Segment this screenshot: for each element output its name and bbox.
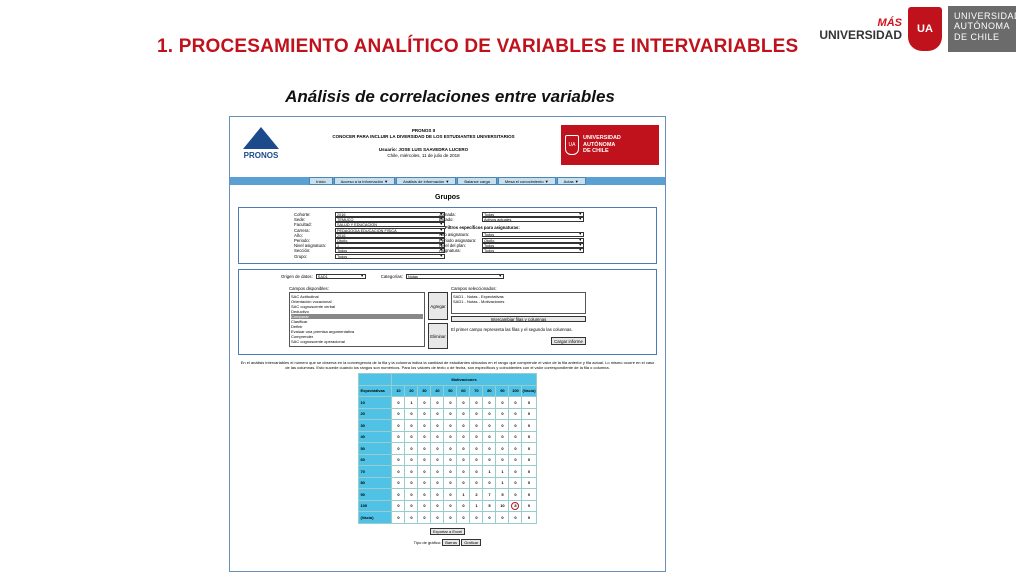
filter-row [439,217,584,222]
col-header: 10 [392,385,405,397]
matrix-cell: 0 [470,408,483,420]
row-header: 90 [359,489,392,501]
matrix-cell: 0 [496,397,509,409]
matrix-cell: 0 [444,431,457,443]
user-name: Usuario: JOSE LUIS SAAVEDRA LUCERO [378,146,469,152]
field-option[interactable]: Deductivo [291,309,309,314]
matrix-cell: 0 [496,443,509,455]
matrix-cell: 0 [522,431,536,443]
matrix-cell: 0 [405,489,418,501]
matrix-cell: 0 [457,466,470,478]
matrix-cell: 0 [496,408,509,420]
correlation-matrix [358,373,536,524]
row-header: 80 [359,477,392,489]
matrix-cell: 0 [405,512,418,524]
ua-banner [555,117,665,177]
selected-field-option[interactable]: SAD1 - Notas - Expectativas [453,294,504,299]
col-header: 70 [470,385,483,397]
matrix-cell: 0 [392,512,405,524]
matrix-cell: 0 [522,489,536,501]
filter-label: Periodo asignatura: [439,237,477,243]
export-excel-button[interactable]: Exportar a Excel [430,528,465,535]
filter-select[interactable]: Todos ▼ [482,243,584,248]
app-name: PRONOS II [411,128,436,133]
matrix-row [359,454,536,466]
filter-select[interactable]: SALUD Y EDUCACION ▼ [335,222,445,227]
filter-label: Estado: [439,217,454,223]
matrix-cell: 0 [392,408,405,420]
matrix-cell: 0 [405,466,418,478]
filter-label: Nivel asignatura: [294,243,327,249]
row-header: 60 [359,454,392,466]
universidad-text: UNIVERSIDAD [819,27,902,42]
matrix-cell: 0 [509,431,522,443]
row-group-header: Expectativas [359,385,392,397]
matrix-cell: 0 [392,466,405,478]
filter-row [439,248,584,253]
filter-label: Asignatura: [439,248,461,253]
matrix-cell: 0 [405,454,418,466]
matrix-cell: 0 [392,431,405,443]
matrix-cell: 0 [470,397,483,409]
matrix-cell: 0 [470,477,483,489]
matrix-cell: 0 [483,477,496,489]
col-header: 40 [431,385,444,397]
matrix-cell: 0 [405,420,418,432]
row-header: 30 [359,420,392,432]
matrix-cell: 10 [496,500,509,512]
ua-shield-icon: UA [565,135,579,155]
col-header: (Vacío) [522,385,536,397]
swap-button[interactable]: Intercambiar filas y columnas [451,316,586,322]
ua-banner-line: UNIVERSIDAD [583,135,621,142]
col-header: 100 [509,385,522,397]
matrix-cell: 0 [457,500,470,512]
matrix-cell: 0 [470,431,483,443]
matrix-cell: 0 [522,408,536,420]
matrix-cell: 0 [457,454,470,466]
filter-select[interactable]: Otoño ▼ [335,238,445,243]
ua-name-box [948,6,1022,52]
matrix-cell: 0 [483,443,496,455]
row-header: 10 [359,397,392,409]
row-header: 70 [359,466,392,478]
filter-label: Grupo: [294,253,308,259]
matrix-cell: 7 [483,489,496,501]
filter-select[interactable]: 1 ▼ [335,243,445,248]
filter-select[interactable]: Todos ▼ [482,248,584,253]
app-header [230,117,665,177]
field-option[interactable]: SAC cognoscente verbal [291,304,336,309]
page-heading: Grupos [435,194,460,201]
slide-title: 1. PROCESAMIENTO ANALÍTICO DE VARIABLES E INTERVARIABLES [157,36,799,57]
filter-select[interactable]: Todos ▼ [335,248,445,253]
matrix-cell: 0 [405,443,418,455]
categorias-select[interactable]: Notas ▼ [406,274,504,279]
matrix-cell: 0 [457,397,470,409]
matrix-cell: 0 [418,477,431,489]
matrix-cell: 0 [509,443,522,455]
matrix-cell: 0 [392,443,405,455]
specific-filters-label: Filtros específicos para asignaturas: [445,225,520,230]
matrix-cell: 0 [457,477,470,489]
matrix-row [359,408,536,420]
matrix-cell: 0 [418,408,431,420]
matrix-row [359,420,536,432]
field-option[interactable]: SAC cognoscente operacional [291,339,345,344]
matrix-cell: 0 [431,489,444,501]
matrix-cell: 0 [444,443,457,455]
filter-label: Facultad: [294,222,312,228]
matrix-cell: 0 [496,420,509,432]
app-screenshot [229,116,666,572]
matrix-cell: 0 [431,431,444,443]
matrix-cell: 0 [444,408,457,420]
matrix-cell: 0 [522,420,536,432]
row-header: 20 [359,408,392,420]
matrix-cell: 0 [405,431,418,443]
matrix-cell: 0 [405,500,418,512]
matrix-cell: 0 [392,397,405,409]
matrix-cell: 0 [470,420,483,432]
field-option[interactable]: Comparar [291,314,423,319]
matrix-cell: 0 [496,454,509,466]
header-info [292,117,555,177]
matrix-cell: 0 [431,408,444,420]
matrix-cell: 0 [405,408,418,420]
ua-shield-logo: UA [908,7,942,51]
matrix-cell: 0 [509,489,522,501]
matrix-cell: 0 [457,431,470,443]
col-header: 50 [444,385,457,397]
field-option[interactable]: SAC Actitudinal [291,294,319,299]
matrix-cell: 0 [509,466,522,478]
filter-select[interactable]: 2016 ▼ [335,212,445,217]
col-group-header: Motivaciones [392,374,536,386]
matrix-cell: 0 [509,477,522,489]
matrix-cell: 0 [431,420,444,432]
matrix-cell: 0 [457,408,470,420]
matrix-cell: 5 [483,500,496,512]
origen-label: Origen de datos: [281,274,313,279]
matrix-cell: 0 [483,420,496,432]
col-header: 60 [457,385,470,397]
hint-text: El primer campo representa las filas y el segundo las columnas. [451,327,573,332]
matrix-cell: 0 [444,397,457,409]
matrix-cell: 0 [444,420,457,432]
matrix-cell: 0 [431,443,444,455]
matrix-cell: 0 [418,466,431,478]
matrix-cell: 0 [418,489,431,501]
matrix-cell: 0 [457,512,470,524]
ua-name-line: DE CHILE [954,31,1000,42]
matrix-cell: 0 [431,397,444,409]
matrix-cell: 0 [509,454,522,466]
matrix-cell: 0 [444,477,457,489]
filter-select[interactable]: Otoño ▼ [482,238,584,243]
nav-item-acceso[interactable]: Acceso a la información ▼ [334,177,396,185]
matrix-cell: 0 [392,500,405,512]
matrix-cell: 5 [496,489,509,501]
selected-label: Campos seleccionados: [451,286,497,291]
selected-fields-list[interactable] [451,292,586,314]
matrix-cell: 0 [483,454,496,466]
matrix-cell: 0 [496,431,509,443]
field-option[interactable]: Comprender [291,334,314,339]
matrix-row [359,431,536,443]
col-header: 90 [496,385,509,397]
matrix-cell: 0 [509,408,522,420]
matrix-cell: 0 [431,454,444,466]
matrix-cell: 0 [509,420,522,432]
matrix-cell: 0 [418,431,431,443]
current-date: Chile, miércoles, 11 de julio de 2018 [387,152,460,158]
matrix-cell: 0 [470,466,483,478]
filter-label: Sede: [294,217,306,223]
filter-label: Año: [294,232,303,238]
highlighted-value: 8 [511,502,519,510]
matrix-cell: 0 [522,512,536,524]
nav-item-mesa[interactable]: Mesa el conocimiento ▼ [498,177,556,185]
matrix-cell: 1 [496,466,509,478]
matrix-cell: 1 [483,466,496,478]
matrix-cell: 0 [444,454,457,466]
matrix-corner [359,374,392,386]
selected-field-option[interactable]: SAD1 - Notas - Motivaciones [453,299,505,304]
matrix-cell: 0 [431,466,444,478]
nav-item-inicio[interactable]: Inicio [309,177,332,185]
slide-subtitle: Análisis de correlaciones entre variables [285,87,615,106]
filter-select[interactable]: PEDAGOGIA EDUCACION FISICA ▼ [335,228,445,233]
filter-row [294,254,445,259]
matrix-row [359,512,536,524]
filter-select[interactable]: Todos ▼ [482,232,584,237]
matrix-cell: 0 [509,397,522,409]
field-option[interactable]: Evaluar una premisa argumentativa [291,329,355,334]
matrix-cell: 0 [444,466,457,478]
col-header: 30 [418,385,431,397]
matrix-cell: 2 [470,489,483,501]
matrix-cell: 0 [522,443,536,455]
field-option[interactable]: Clasificar [291,319,308,324]
col-header: 80 [483,385,496,397]
matrix-cell: 0 [444,500,457,512]
matrix-cell: 0 [418,512,431,524]
matrix-cell: 0 [522,454,536,466]
matrix-cell: 0 [431,500,444,512]
origen-select[interactable]: SAD1 ▼ [316,274,366,279]
filter-select[interactable]: 2016 ▼ [335,233,445,238]
pronos-logo-text: PRONOS [243,151,279,160]
ua-name-line: UNIVERSIDAD [954,11,1022,21]
nav-item-analisis[interactable]: Análisis de información ▼ [396,177,456,185]
matrix-cell: 0 [522,466,536,478]
matrix-cell: 0 [509,512,522,524]
matrix-cell: 0 [483,512,496,524]
matrix-cell: 0 [470,512,483,524]
ua-name-line: AUTÓNOMA [954,21,1011,32]
matrix-cell: 0 [418,397,431,409]
pyramid-icon [243,127,279,149]
matrix-cell: 0 [405,477,418,489]
row-header: 100 [359,500,392,512]
matrix-cell: 0 [392,489,405,501]
field-option[interactable]: Definir [291,324,303,329]
matrix-cell: 0 [418,500,431,512]
main-nav [230,177,665,185]
matrix-footer [230,528,665,546]
filter-select[interactable]: TEMUCO ▼ [335,217,445,222]
chart-button[interactable]: Graficar [461,539,481,546]
app-tagline: CONOCER PARA INCLUIR LA DIVERSIDAD DE LOS ESTUDIANTES UNIVERSITARIOS [332,134,515,140]
ua-banner-line: DE CHILE [583,148,609,155]
matrix-cell: 1 [405,397,418,409]
matrix-row [359,466,536,478]
matrix-cell: 0 [418,443,431,455]
matrix-row [359,397,536,409]
matrix-cell: 0 [392,420,405,432]
filter-label: Nivel del plan: [439,242,466,248]
matrix-cell: 0 [418,454,431,466]
matrix-cell: 0 [392,454,405,466]
row-header: (Vacío) [359,512,392,524]
matrix-cell: 1 [470,500,483,512]
matrix-cell: 0 [522,397,536,409]
available-fields-list[interactable] [289,292,425,347]
matrix-cell: 0 [392,477,405,489]
filter-label: Jornada: [439,212,456,217]
matrix-row [359,489,536,501]
filter-select[interactable]: Activos actuales ▼ [482,217,584,222]
mas-text: MÁS [877,16,902,29]
matrix-cell: 0 [483,397,496,409]
matrix-cell: 0 [470,443,483,455]
filter-label: Año asignatura: [439,232,470,238]
fields-panel [238,269,657,355]
matrix-cell: 0 [457,420,470,432]
filter-label: Periodo: [294,238,311,243]
filter-select[interactable]: Todas ▼ [482,212,584,217]
matrix-cell: 1 [457,489,470,501]
matrix-cell: 1 [496,477,509,489]
mas-universidad-logo [819,18,902,41]
filter-label: Cohorte: [294,212,311,217]
nav-item-actas[interactable]: Actas ▼ [557,177,586,185]
matrix-cell [509,500,522,512]
nav-item-balance[interactable]: Balance carga [457,177,497,185]
row-header: 40 [359,431,392,443]
matrix-cell: 0 [457,443,470,455]
load-report-button[interactable]: Cargar informe [551,337,586,345]
matrix-cell: 0 [496,512,509,524]
categorias-label: Categorías: [380,274,403,279]
matrix-cell: 0 [444,512,457,524]
remove-button[interactable]: Eliminar [428,323,448,349]
matrix-cell: 0 [483,408,496,420]
matrix-cell: 0 [522,477,536,489]
row-header: 50 [359,443,392,455]
chart-type-select[interactable]: Barras [442,539,460,546]
filters-panel [238,207,657,264]
matrix-cell: 0 [444,489,457,501]
matrix-cell: 0 [522,500,536,512]
filter-select[interactable]: Todos ▼ [335,254,445,259]
available-label: Campos disponibles: [289,286,329,291]
matrix-cell: 0 [431,477,444,489]
ua-banner-line: AUTÓNOMA [583,141,616,148]
field-option[interactable]: Orientación vocacional [291,299,332,304]
matrix-row [359,500,536,512]
filter-label: Sección: [294,248,311,254]
add-button[interactable]: Agregar [428,292,448,320]
matrix-cell: 0 [483,431,496,443]
analysis-note: En el análisis intervariables el número que se observa en la convergencia de la fila y la columna indica la cantidad de estudiantes ubicados en el rango que comprende el valor de la fila anterior y fila actual. Lo mismo ocurre en el caso de las columnas. Esto sucede cuando los rangos son numéricos. Para los valores de texto o de fecha, son específicos y coincidentes con el valor correspondiente de la fila o columna. [240,360,655,370]
matrix-cell: 0 [431,512,444,524]
col-header: 20 [405,385,418,397]
brand-header [819,6,1022,52]
matrix-cell: 0 [418,420,431,432]
matrix-row [359,477,536,489]
matrix-row [359,443,536,455]
filter-label: Carrera: [294,227,310,233]
matrix-cell: 0 [470,454,483,466]
pronos-logo[interactable] [230,117,292,177]
chart-type-label: Tipo de gráfico: [413,539,442,545]
